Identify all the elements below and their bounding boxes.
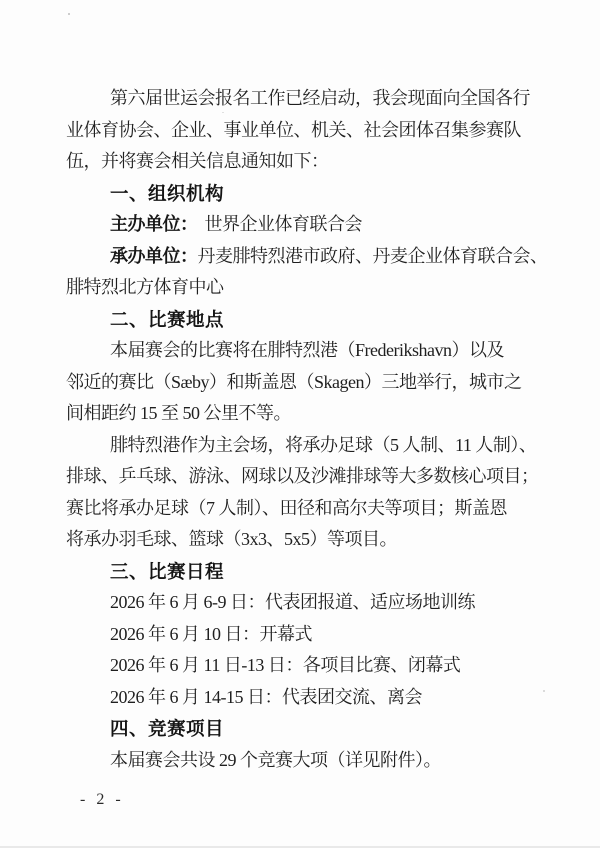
field-label: 承办单位： [110,245,198,266]
field-value: 丹麦腓特烈港市政府、丹麦企业体育联合会、 [197,245,548,266]
schedule-item [66,587,544,619]
organizer-unit-line [66,241,548,273]
page-number: - 2 - [80,791,123,808]
heading-text: 三、比赛日程 [110,560,225,582]
schedule-item [66,619,544,651]
paragraph-line [66,745,544,777]
field-value: 世界企业体育联合会 [204,214,362,234]
section-heading-schedule [66,556,544,588]
line-text: 本届赛会共设 29 个竞赛大项（详见附件）。 [110,749,441,770]
schedule-item [66,682,544,714]
organizer-unit-continued [66,272,544,304]
line-text: 本届赛会的比赛将在腓特烈港（Frederikshavn）以及 [110,340,504,360]
paragraph-line [66,461,544,493]
section-heading-venue [66,304,544,336]
line-text: 业体育协会、企业、事业单位、机关、社会团体召集参赛队 [66,119,521,140]
line-text: 腓特烈港作为主会场，将承办足球（5 人制、11 人制）、 [110,434,537,455]
paragraph-line [66,398,544,430]
paragraph-line [66,430,544,462]
scan-speck [543,690,545,692]
line-text: 2026 年 6 月 14-15 日：代表团交流、离会 [110,686,422,707]
line-text: 间相距约 15 至 50 公里不等。 [66,403,291,423]
line-text: 2026 年 6 月 10 日：开幕式 [110,623,312,644]
host-unit-line [66,209,544,241]
paragraph-line [66,367,544,399]
paragraph-line [66,83,544,115]
scan-speck [68,13,70,15]
line-text: 第六届世运会报名工作已经启动，我会现面向全国各行 [110,88,530,108]
line-text: 伍，并将赛会相关信息通知如下： [66,151,329,171]
document-body [66,83,548,776]
paragraph-line [66,146,544,178]
heading-text: 四、竞赛项目 [110,718,225,739]
schedule-item [66,650,544,682]
line-text: 赛比将承办足球（7 人制）、田径和高尔夫等项目；斯盖恩 [66,497,507,518]
section-heading-organization [66,178,544,210]
paragraph-line [66,115,544,147]
paragraph-line [66,335,544,367]
paragraph-line [66,524,544,556]
section-heading-events [66,713,544,745]
line-text: 腓特烈北方体育中心 [66,277,224,297]
line-text: 2026 年 6 月 11 日-13 日：各项目比赛、闭幕式 [110,655,461,675]
scan-speck [222,112,224,113]
line-text: 2026 年 6 月 6-9 日：代表团报道、适应场地训练 [110,592,475,612]
line-text: 邻近的赛比（Sæby）和斯盖恩（Skagen）三地举行，城市之 [66,371,522,392]
heading-text: 二、比赛地点 [110,308,225,330]
field-label: 主办单位： [110,214,198,234]
line-text: 将承办羽毛球、篮球（3x3、5x5）等项目。 [66,529,397,549]
heading-text: 一、组织机构 [110,182,225,204]
line-text: 排球、乒乓球、游泳、网球以及沙滩排球等大多数核心项目； [66,466,539,486]
paragraph-line [66,493,544,525]
